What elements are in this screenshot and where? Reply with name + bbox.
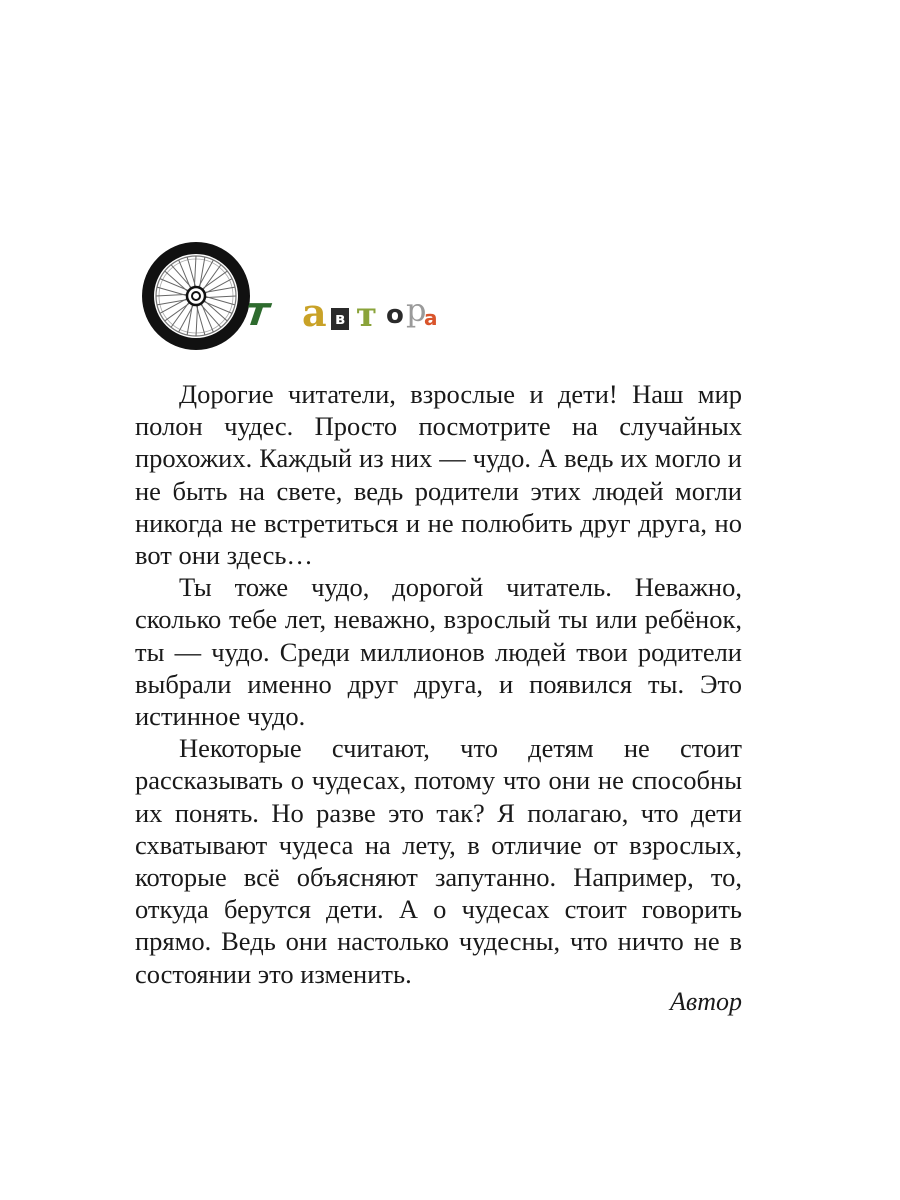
heading-letter-v: в bbox=[331, 308, 349, 330]
heading-letters bbox=[138, 238, 458, 358]
heading-letter-t: т bbox=[242, 289, 273, 335]
author-signature: Автор bbox=[670, 987, 742, 1016]
heading-letter-o2: о bbox=[386, 300, 404, 330]
paragraph-2: Ты тоже чудо, дорогой читатель. Неважно, сколько тебе лет, неважно, взрослый ты или ребёнок, ты — чудо. Среди миллионов людей твои родители выбрали именно друг друга, и появился ты. Это истинное чудо. bbox=[135, 572, 742, 732]
paragraph-3: Некоторые считают, что детям не стоит рассказывать о чудесах, потому что они не способны их понять. Но разве это так? Я полагаю, что дети схватывают чудеса на лету, в отличие от взрослых, которые всё объясняют запутанно. Например, то, откуда берутся дети. А о чудесах стоит говорить прямо. Ведь они настолько чудесны, что ничто не в состоянии это изменить. bbox=[135, 733, 742, 989]
paragraph-1: Дорогие читатели, взрослые и дети! Наш мир полон чудес. Просто посмотрите на случайных прохожих. Каждый из них — чудо. А ведь их могло и не быть на свете, ведь родители этих людей могли никогда не встретиться и не полюбить друг друга, но вот они здесь… bbox=[135, 379, 742, 571]
heading-letter-a: а bbox=[302, 290, 327, 335]
body-text bbox=[135, 378, 742, 990]
heading-letter-r: р bbox=[406, 291, 427, 329]
heading-letter-t2: т bbox=[356, 295, 378, 335]
heading-letter-a2: а bbox=[424, 306, 438, 330]
chapter-heading bbox=[138, 238, 458, 358]
